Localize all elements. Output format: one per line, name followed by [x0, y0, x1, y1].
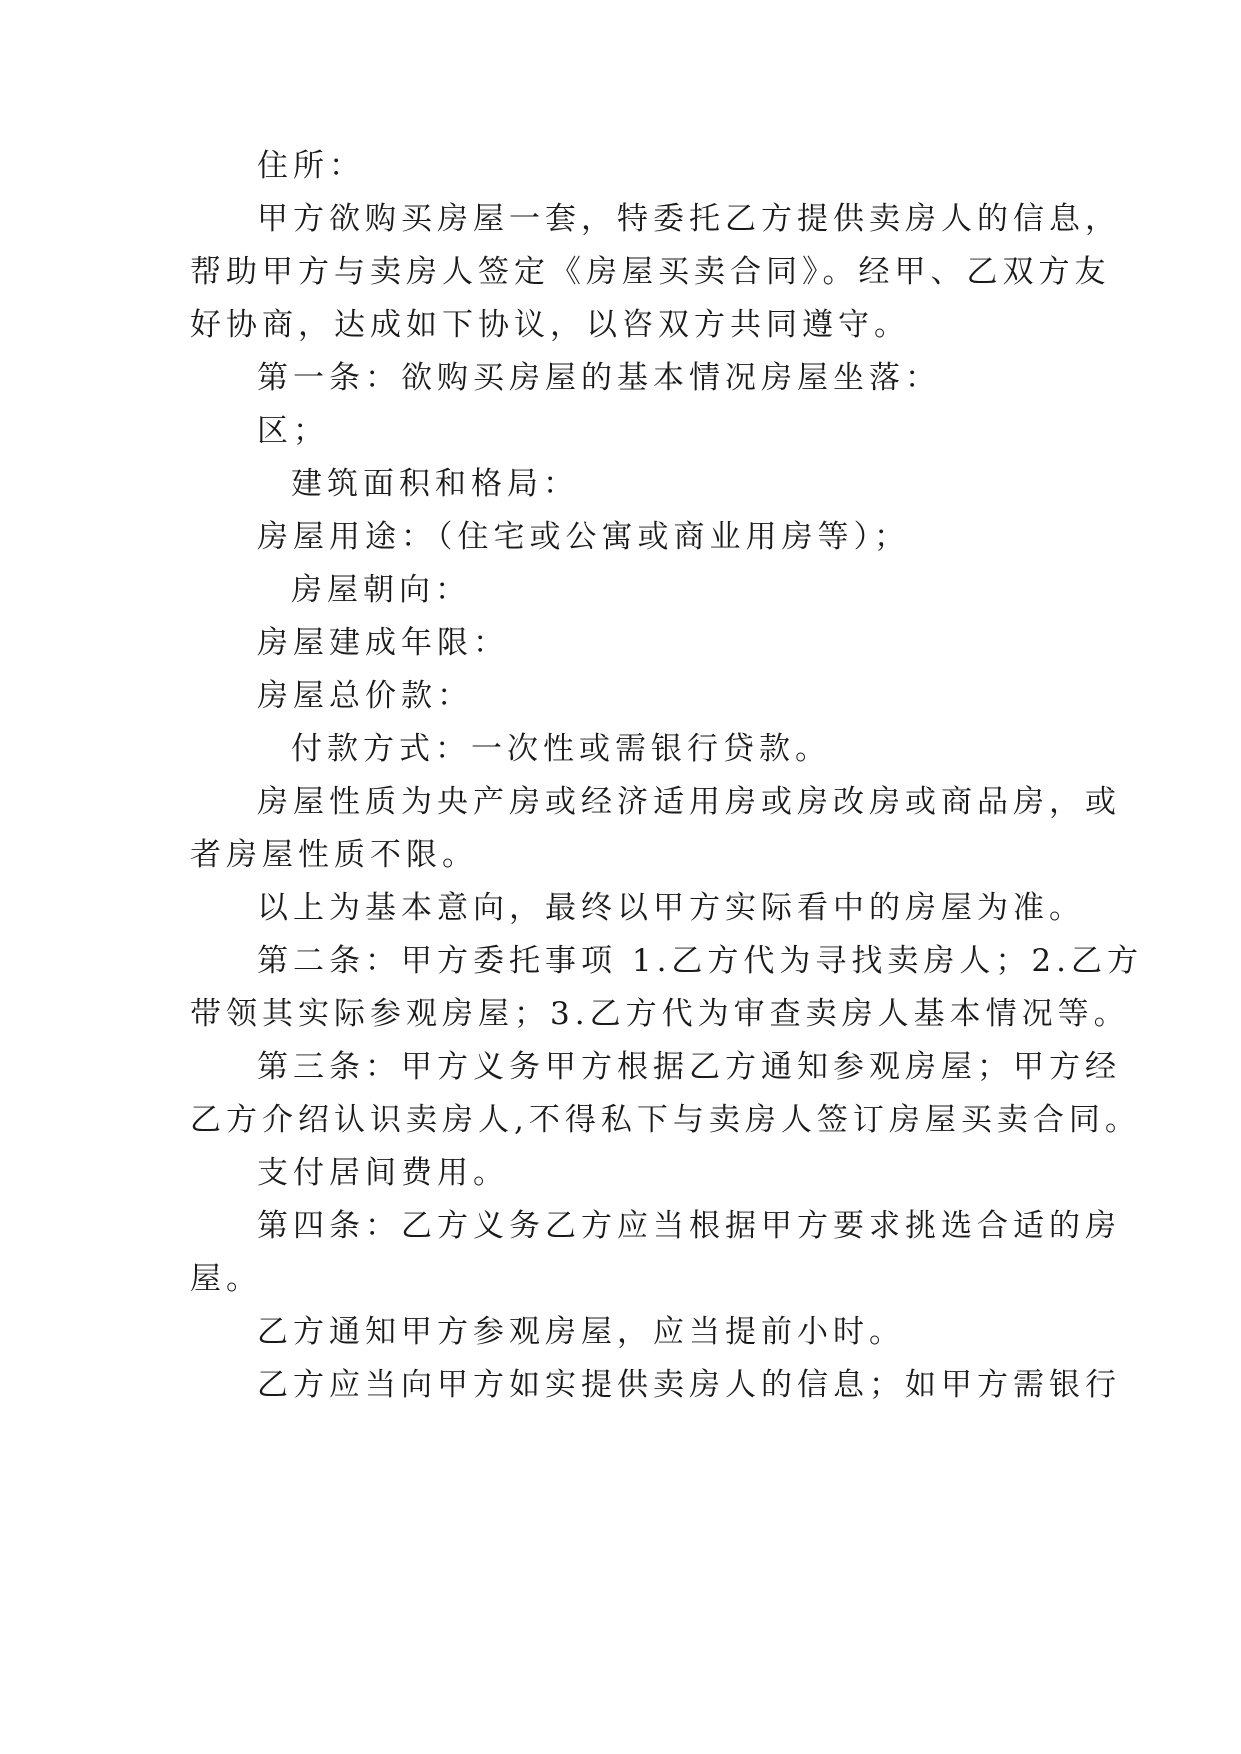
paragraph-line: 甲方欲购买房屋一套，特委托乙方提供卖房人的信息，: [257, 201, 1121, 237]
article-heading: 第二条：甲方委托事项 1.乙方代为寻找卖房人；2.乙方: [257, 943, 1144, 979]
paragraph-line: 支付居间费用。: [257, 1155, 509, 1191]
paragraph-line: 住所：: [257, 148, 365, 184]
paragraph-line: 帮助甲方与卖房人签定《房屋买卖合同》。经甲、乙双方友: [190, 254, 1111, 290]
paragraph-line: 带领其实际参观房屋；3.乙方代为审查卖房人基本情况等。: [190, 996, 1130, 1032]
paragraph-line: 付款方式：一次性或需银行贷款。: [291, 731, 831, 767]
paragraph-line: 房屋性质为央产房或经济适用房或房改房或商品房，或: [257, 784, 1121, 820]
paragraph-line: 乙方应当向甲方如实提供卖房人的信息；如甲方需银行: [257, 1367, 1121, 1403]
paragraph-line: 房屋建成年限：: [257, 625, 509, 661]
paragraph-line: 房屋朝向：: [291, 572, 471, 608]
paragraph-line: 房屋用途：（住宅或公寓或商业用房等）；: [257, 519, 910, 555]
article-heading: 第一条：欲购买房屋的基本情况房屋坐落：: [257, 360, 941, 396]
paragraph-line: 房屋总价款：: [257, 678, 473, 714]
paragraph-line: 以上为基本意向，最终以甲方实际看中的房屋为准。: [257, 890, 1085, 926]
paragraph-line: 乙方通知甲方参观房屋，应当提前小时。: [257, 1314, 905, 1350]
article-heading: 第四条：乙方义务乙方应当根据甲方要求挑选合适的房: [257, 1208, 1121, 1244]
paragraph-line: 乙方介绍认识卖房人,不得私下与卖房人签订房屋买卖合同。: [190, 1102, 1141, 1138]
paragraph-line: 区；: [257, 413, 329, 449]
article-heading: 第三条：甲方义务甲方根据乙方通知参观房屋；甲方经: [257, 1049, 1121, 1085]
paragraph-line: 好协商，达成如下协议，以咨双方共同遵守。: [190, 307, 910, 343]
paragraph-line: 屋。: [190, 1261, 262, 1297]
paragraph-line: 建筑面积和格局：: [291, 466, 579, 502]
paragraph-line: 者房屋性质不限。: [190, 837, 478, 873]
